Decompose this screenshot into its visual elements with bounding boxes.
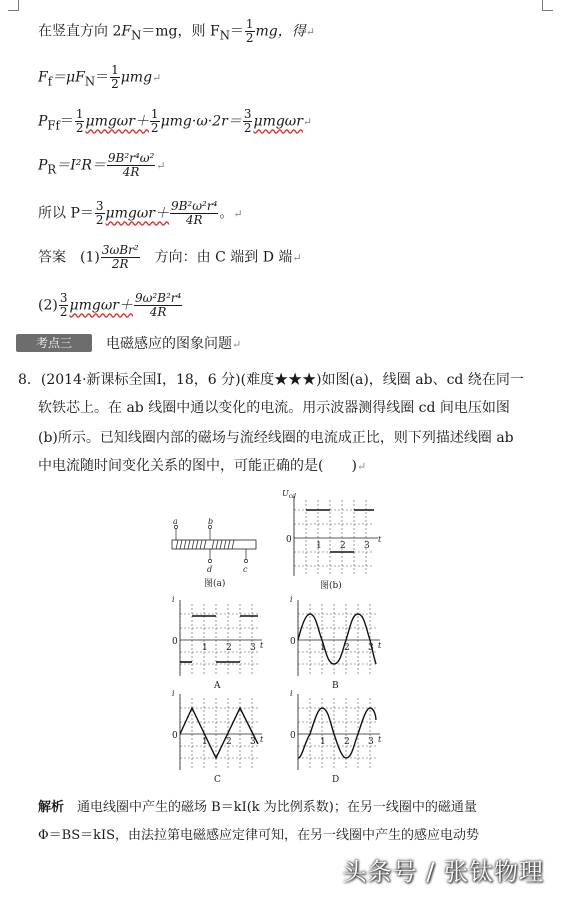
svg-text:t: t: [378, 641, 382, 650]
svg-text:0: 0: [172, 731, 178, 741]
option-a-graph: [170, 594, 266, 694]
svg-text:0: 0: [286, 535, 292, 545]
crop-mark-top-right: [542, 0, 553, 11]
caption-fig-a: 图(a): [204, 579, 226, 589]
svg-text:2: 2: [340, 541, 346, 551]
svg-text:t: t: [378, 535, 382, 544]
watermark: 头条号 / 张钛物理: [342, 858, 544, 886]
svg-text:3: 3: [368, 643, 374, 653]
svg-text:1: 1: [202, 643, 208, 653]
svg-text:2: 2: [226, 737, 232, 747]
question-line-2: 软铁芯上。在 ab 线圈中通以变化的电流。用示波器测得线圈 cd 间电压如图: [38, 400, 510, 416]
section-title: 电磁感应的图象问题↵: [106, 336, 242, 352]
svg-text:1: 1: [202, 737, 208, 747]
crop-mark-top-left: [8, 0, 19, 11]
caption-fig-b: 图(b): [320, 581, 342, 591]
label-b: b: [208, 518, 214, 526]
svg-text:i: i: [172, 595, 175, 604]
svg-text:1: 1: [320, 643, 326, 653]
svg-text:1: 1: [316, 541, 322, 551]
svg-text:2: 2: [226, 643, 232, 653]
svg-text:1: 1: [320, 737, 326, 747]
caption-option-d: D: [332, 775, 340, 785]
caption-option-a: A: [214, 681, 221, 691]
analysis-line-1: 解析 通电线圈中产生的磁场 B＝kI(k 为比例系数)；在另一线圈中的磁通量: [38, 800, 477, 815]
svg-text:t: t: [260, 641, 264, 650]
caption-option-c: C: [214, 775, 221, 785]
formula-line-5: 所以 P＝ $\frac{3}{2}$ μmgωr＋ $\frac{\text{9B²ω²r⁴}}{4R}$ 。↵: [38, 199, 243, 227]
question-line-3: (b)所示。已知线圈内部的磁场与流经线圈的电流成正比，则下列描述线圈 ab: [38, 430, 514, 446]
formula-line-1: 在竖直方向 $2F_N=mg$，则 $F_N=$ $\frac{1}{2}$ mg，得↵: [38, 17, 315, 45]
svg-text:i: i: [290, 595, 293, 604]
svg-text:2: 2: [344, 643, 350, 653]
analysis-line-2: Φ＝BS＝kIS，由法拉第电磁感应定律可知，在另一线圈中产生的感应电动势: [38, 828, 480, 843]
answer-line-2: (2) $\frac{3}{2}$ μmgωr＋ $\frac{\text{9ω²B²r⁴}}{4R}$: [38, 291, 182, 319]
svg-text:0: 0: [290, 637, 296, 647]
svg-text:3: 3: [250, 643, 256, 653]
option-c-graph: [170, 688, 266, 788]
formula-line-2: $F_f=\mu F_N=$ $\frac{1}{2}$ μmg↵: [38, 63, 162, 91]
option-b-graph: [288, 594, 384, 694]
question-line-1: 8．(2014·新课标全国Ⅰ，18，6 分)(难度★★★)如图(a)，线圈 ab、cd 绕在同一: [18, 372, 524, 388]
svg-text:t: t: [260, 735, 264, 744]
formula-line-4: $P_R=I^2R=$ $\frac{\text{9B²r⁴ω²}}{4R}$ ↵: [38, 151, 166, 179]
caption-option-b: B: [332, 681, 339, 691]
answer-line-1: 答案 (1) $\frac{\text{3ωBr²}}{2R}$ 方向：由 C 端到 D 端↵: [38, 243, 302, 271]
figure-b-ucd-graph: [282, 488, 382, 592]
question-line-4: 中电流随时间变化关系的图中，可能正确的是( )↵: [38, 458, 367, 474]
option-d-graph: [288, 688, 384, 788]
svg-text:3: 3: [368, 737, 374, 747]
svg-text:i: i: [290, 689, 293, 698]
svg-text:3: 3: [250, 737, 256, 747]
svg-text:3: 3: [364, 541, 370, 551]
label-c: c: [243, 565, 248, 574]
svg-text:Ucd: $U_{cd}$: [282, 489, 296, 500]
label-d: d: [207, 565, 213, 574]
formula-line-3: $P_{Ff}=$ $\frac{1}{2}$ μmgωr＋ $\frac{1}{2}$ μmg·ω·2r＝ $\frac{3}{2}$ μmgωr↵: [38, 107, 313, 135]
figure-a-coil: [168, 518, 264, 590]
label-a: a: [173, 518, 178, 526]
svg-text:0: 0: [290, 731, 296, 741]
section-badge: 考点三: [16, 334, 92, 352]
svg-text:2: 2: [344, 737, 350, 747]
svg-text:i: i: [172, 689, 175, 698]
svg-text:0: 0: [172, 637, 178, 647]
svg-text:t: t: [378, 735, 382, 744]
